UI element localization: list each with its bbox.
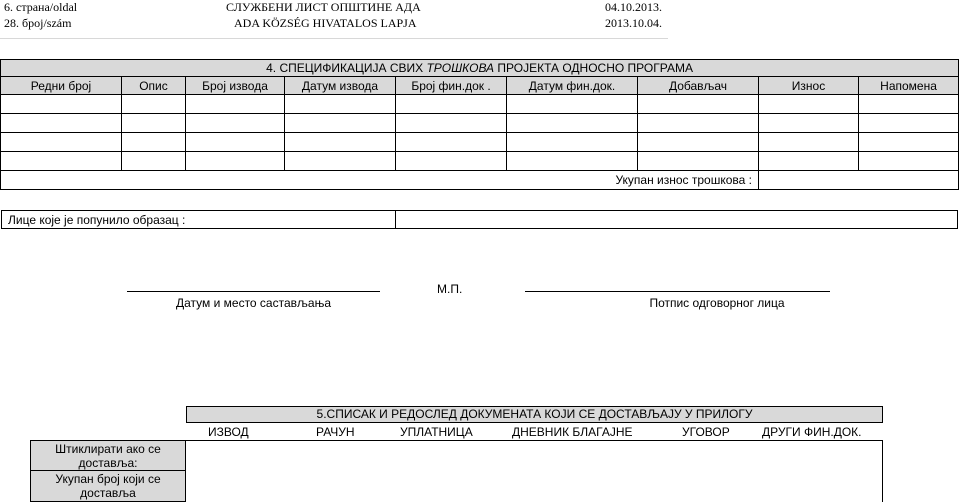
table-cell[interactable] (859, 95, 959, 114)
column-header-supplier: Добављач (638, 77, 759, 95)
stamp-label: М.П. (437, 282, 463, 296)
document-label-invoice: РАЧУН (316, 425, 355, 439)
table-cell[interactable] (507, 114, 638, 133)
table-cell[interactable] (759, 114, 859, 133)
table-cell[interactable] (859, 133, 959, 152)
filled-by-field[interactable] (395, 210, 958, 229)
column-header-amount: Износ (759, 77, 859, 95)
documents-header-row (186, 423, 883, 440)
section4-title-emphasis: ТРОШКОВА (426, 61, 495, 75)
documents-entry-area[interactable] (185, 440, 883, 502)
column-header-ordinal: Редни број (1, 77, 122, 95)
issue-date-hungarian: 2013.10.04. (605, 16, 662, 30)
table-cell[interactable] (638, 133, 759, 152)
table-cell[interactable] (186, 114, 285, 133)
table-cell[interactable] (507, 95, 638, 114)
table-cell[interactable] (396, 114, 507, 133)
document-label-cash-journal: ДНЕВНИК БЛАГАЈНЕ (512, 425, 633, 439)
issue-number-label: 28. број/szám (4, 16, 72, 30)
gazette-title-serbian: СЛУЖБЕНИ ЛИСТ ОПШТИНЕ АДА (226, 0, 421, 14)
signature-label: Потпис одговорног лица (649, 296, 785, 310)
column-header-description: Опис (122, 77, 186, 95)
table-cell[interactable] (1, 152, 122, 171)
document-label-payment-slip: УПЛАТНИЦА (400, 425, 473, 439)
table-cell[interactable] (638, 114, 759, 133)
filled-by-label-cell (1, 210, 395, 229)
costs-specification-table (0, 59, 959, 190)
page-number-label: 6. страна/oldal (4, 0, 78, 14)
table-cell[interactable] (1, 114, 122, 133)
document-label-other-fin-docs: ДРУГИ ФИН.ДОК. (762, 425, 862, 439)
table-cell[interactable] (285, 133, 396, 152)
total-costs-value[interactable] (759, 171, 959, 190)
column-header-fin-doc-date: Датум фин.док. (507, 77, 638, 95)
table-row (1, 114, 959, 133)
table-cell[interactable] (285, 152, 396, 171)
section5-title: 5.СПИСАК И РЕДОСЛЕД ДОКУМЕНАТА КОЈИ СЕ ДОСТАВЉАЈУ У ПРИЛОГУ (186, 406, 883, 423)
table-cell[interactable] (859, 152, 959, 171)
table-cell[interactable] (759, 152, 859, 171)
document-label-statement: ИЗВОД (208, 425, 249, 439)
table-cell[interactable] (507, 152, 638, 171)
table-cell[interactable] (759, 95, 859, 114)
document-label-contract: УГОВОР (682, 425, 730, 439)
signature-line[interactable] (525, 291, 830, 292)
total-delivered-label: Укупан број који се доставља (30, 470, 186, 502)
table-cell[interactable] (638, 95, 759, 114)
column-header-fin-doc-number: Број фин.док . (396, 77, 507, 95)
table-cell[interactable] (285, 114, 396, 133)
total-costs-label: Укупан износ трошкова : (1, 171, 759, 190)
filled-by-label: Лице које је попунило образац : (8, 213, 186, 227)
section4-title: 4. СПЕЦИФИКАЦИЈА СВИХ ТРОШКОВА ПРОЈЕКТА ОДНОСНО ПРОГРАМА (1, 60, 959, 77)
header-divider (0, 38, 668, 39)
table-cell[interactable] (122, 133, 186, 152)
check-if-delivered-label: Штиклирати ако се достављa: (30, 440, 186, 471)
table-cell[interactable] (396, 133, 507, 152)
table-cell[interactable] (759, 133, 859, 152)
table-cell[interactable] (859, 114, 959, 133)
table-cell[interactable] (396, 152, 507, 171)
table-cell[interactable] (186, 152, 285, 171)
table-row (1, 133, 959, 152)
table-cell[interactable] (122, 95, 186, 114)
table-cell[interactable] (122, 152, 186, 171)
column-header-statement-number: Број извода (186, 77, 285, 95)
table-cell[interactable] (507, 133, 638, 152)
table-cell[interactable] (122, 114, 186, 133)
table-cell[interactable] (396, 95, 507, 114)
table-cell[interactable] (1, 133, 122, 152)
table-row (1, 152, 959, 171)
column-header-note: Напомена (859, 77, 959, 95)
table-cell[interactable] (638, 152, 759, 171)
date-place-line[interactable] (127, 291, 380, 292)
date-place-label: Датум и место састављања (175, 296, 331, 310)
table-row (1, 95, 959, 114)
table-cell[interactable] (285, 95, 396, 114)
column-header-statement-date: Датум извода (285, 77, 396, 95)
table-cell[interactable] (1, 95, 122, 114)
table-cell[interactable] (186, 133, 285, 152)
gazette-title-hungarian: ADA KÖZSÉG HIVATALOS LAPJA (234, 16, 417, 30)
issue-date-serbian: 04.10.2013. (605, 0, 662, 14)
table-cell[interactable] (186, 95, 285, 114)
